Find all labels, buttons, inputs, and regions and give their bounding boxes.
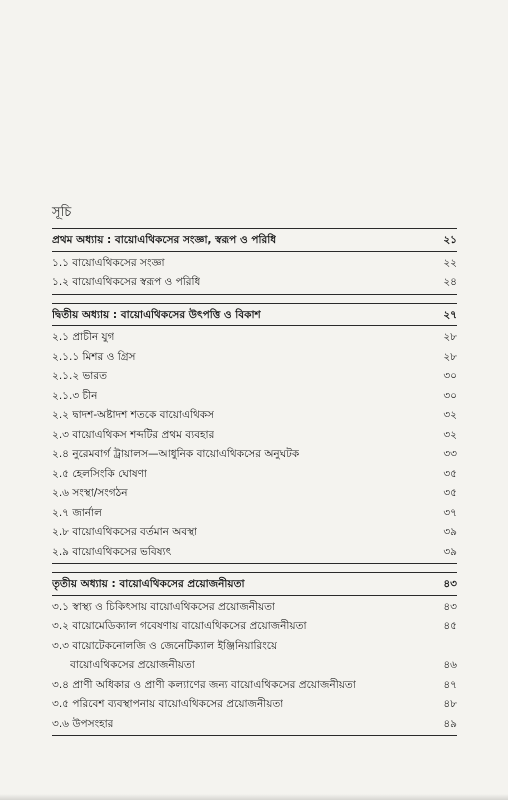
entry-title: ২.৬ সংস্থা/সংগঠন — [52, 487, 128, 499]
toc-entry — [52, 637, 457, 657]
chapter-title: প্রথম অধ্যায় : বায়োএথিকসের সংজ্ঞা, স্বরূপ ও পরিধি — [52, 234, 277, 246]
page-number: ৩৩ — [443, 448, 457, 460]
page-number: ৩৯ — [443, 526, 457, 538]
divider — [52, 251, 457, 252]
toc-entry — [52, 715, 457, 735]
page-number: ৩৭ — [443, 506, 457, 519]
toc-entry — [52, 465, 457, 485]
entry-title: ৩.৬ উপসংহার — [52, 717, 114, 730]
entry-title: ২.৯ বায়োএথিকসের ভবিষ্যৎ — [52, 545, 172, 558]
page-number: ৪৩ — [443, 600, 457, 613]
page-number: ৪৫ — [443, 620, 457, 632]
divider — [52, 595, 457, 596]
chapter-heading-row — [52, 231, 457, 251]
page-number: ৩২ — [443, 409, 457, 421]
page-number: ২১ — [443, 234, 457, 246]
chapter-heading-row — [52, 575, 457, 595]
page-number: ৪৯ — [443, 717, 457, 730]
toc-entry — [52, 387, 457, 407]
entry-title: ২.১.৩ চীন — [52, 389, 98, 402]
toc-entry — [52, 328, 457, 348]
divider — [52, 572, 457, 573]
toc-entry — [52, 656, 457, 676]
entry-title: ২.২ দ্বাদশ-অষ্টাদশ শতকে বায়োএথিকস — [52, 409, 215, 421]
entry-title: ২.১.১ মিশর ও গ্রিস — [52, 350, 136, 363]
divider — [52, 228, 457, 229]
page-number: ৩৫ — [443, 487, 457, 499]
page-number: ২৪ — [443, 276, 457, 288]
toc-entry — [52, 273, 457, 293]
page-number: ৪৩ — [443, 578, 457, 590]
entry-title: ৩.১ স্বাস্থ্য ও চিকিৎসায় বায়োএথিকসের প্রয়োজনীয়তা — [52, 600, 276, 613]
entry-title: ২.১.২ ভারত — [52, 370, 108, 382]
page-number: ২৮ — [443, 350, 457, 363]
entry-title: ২.৮ বায়োএথিকসের বর্তমান অবস্থা — [52, 526, 198, 538]
entry-title: ৩.২ বায়োমেডিক্যাল গবেষণায় বায়োএথিকসের প্রয়োজনীয়তা — [52, 620, 307, 632]
toc-chapter — [52, 572, 457, 736]
page-number: ৩৯ — [443, 545, 457, 558]
entry-title: ২.৩ বায়োএথিকস শব্দটির প্রথম ব্যবহার — [52, 428, 215, 441]
page-edge-shadow — [0, 794, 508, 800]
entry-title: ৩.৩ বায়োটেকনোলজি ও জেনেটিক্যাল ইঞ্জিনিয়ারিংয়ে — [52, 639, 278, 652]
page-number: ২৮ — [443, 331, 457, 343]
chapter-title: তৃতীয় অধ্যায় : বায়োএথিকসের প্রয়োজনীয়তা — [52, 578, 245, 590]
toc-entry — [52, 426, 457, 446]
toc-entry — [52, 617, 457, 637]
toc-entry — [52, 348, 457, 368]
entry-title: ২.৪ নুরেমবার্গ ট্রায়ালস—আধুনিক বায়োএথিকসের অনুঘটক — [52, 448, 300, 460]
toc-entry — [52, 523, 457, 543]
entry-title: ৩.৫ পরিবেশ ব্যবস্থাপনায় বায়োএথিকসের প্রয়োজনীয়তা — [52, 698, 284, 710]
entry-title: ৩.৪ প্রাণী অধিকার ও প্রাণী কল্যাণের জন্য বায়োএথিকসের প্রয়োজনীয়তা — [52, 678, 356, 691]
page-number: ২২ — [443, 256, 457, 269]
chapter-title: দ্বিতীয় অধ্যায় : বায়োএথিকসের উৎপত্তি ও বিকাশ — [52, 308, 261, 321]
page-number: ৪৭ — [443, 678, 457, 691]
page-number: ৩০ — [443, 389, 457, 402]
toc-chapter — [52, 228, 457, 295]
toc-entry — [52, 543, 457, 563]
toc-entry — [52, 598, 457, 618]
toc-entry — [52, 504, 457, 524]
entry-title: ২.৭ জার্নাল — [52, 506, 102, 519]
entry-title: ২.৫ হেলসিংকি ঘোষণা — [52, 467, 148, 480]
page-number: ৩২ — [443, 428, 457, 441]
entry-title: বায়োএথিকসের প্রয়োজনীয়তা — [70, 659, 195, 671]
entry-title: ২.১ প্রাচীন যুগ — [52, 331, 115, 343]
toc-entry — [52, 254, 457, 274]
chapter-heading-row — [52, 306, 457, 326]
divider — [52, 563, 457, 564]
page-number: ২৭ — [443, 308, 457, 321]
toc-entry — [52, 367, 457, 387]
divider — [52, 325, 457, 326]
divider — [52, 735, 457, 736]
toc-entry — [52, 676, 457, 696]
toc-entry — [52, 695, 457, 715]
page-number: ৪৮ — [443, 698, 457, 710]
divider — [52, 303, 457, 304]
page-number: ৩০ — [443, 370, 457, 382]
toc-entry — [52, 484, 457, 504]
toc-entry — [52, 406, 457, 426]
toc-entry — [52, 445, 457, 465]
table-of-contents — [52, 228, 457, 738]
entry-title: ১.২ বায়োএথিকসের স্বরূপ ও পরিধি — [52, 276, 201, 288]
entry-title: ১.১ বায়োএথিকসের সংজ্ঞা — [52, 256, 165, 269]
page-number: ৪৬ — [443, 659, 457, 671]
toc-title: সূচি — [52, 205, 72, 220]
page-number: ৩৫ — [443, 467, 457, 480]
toc-chapter — [52, 303, 457, 565]
divider — [52, 294, 457, 295]
